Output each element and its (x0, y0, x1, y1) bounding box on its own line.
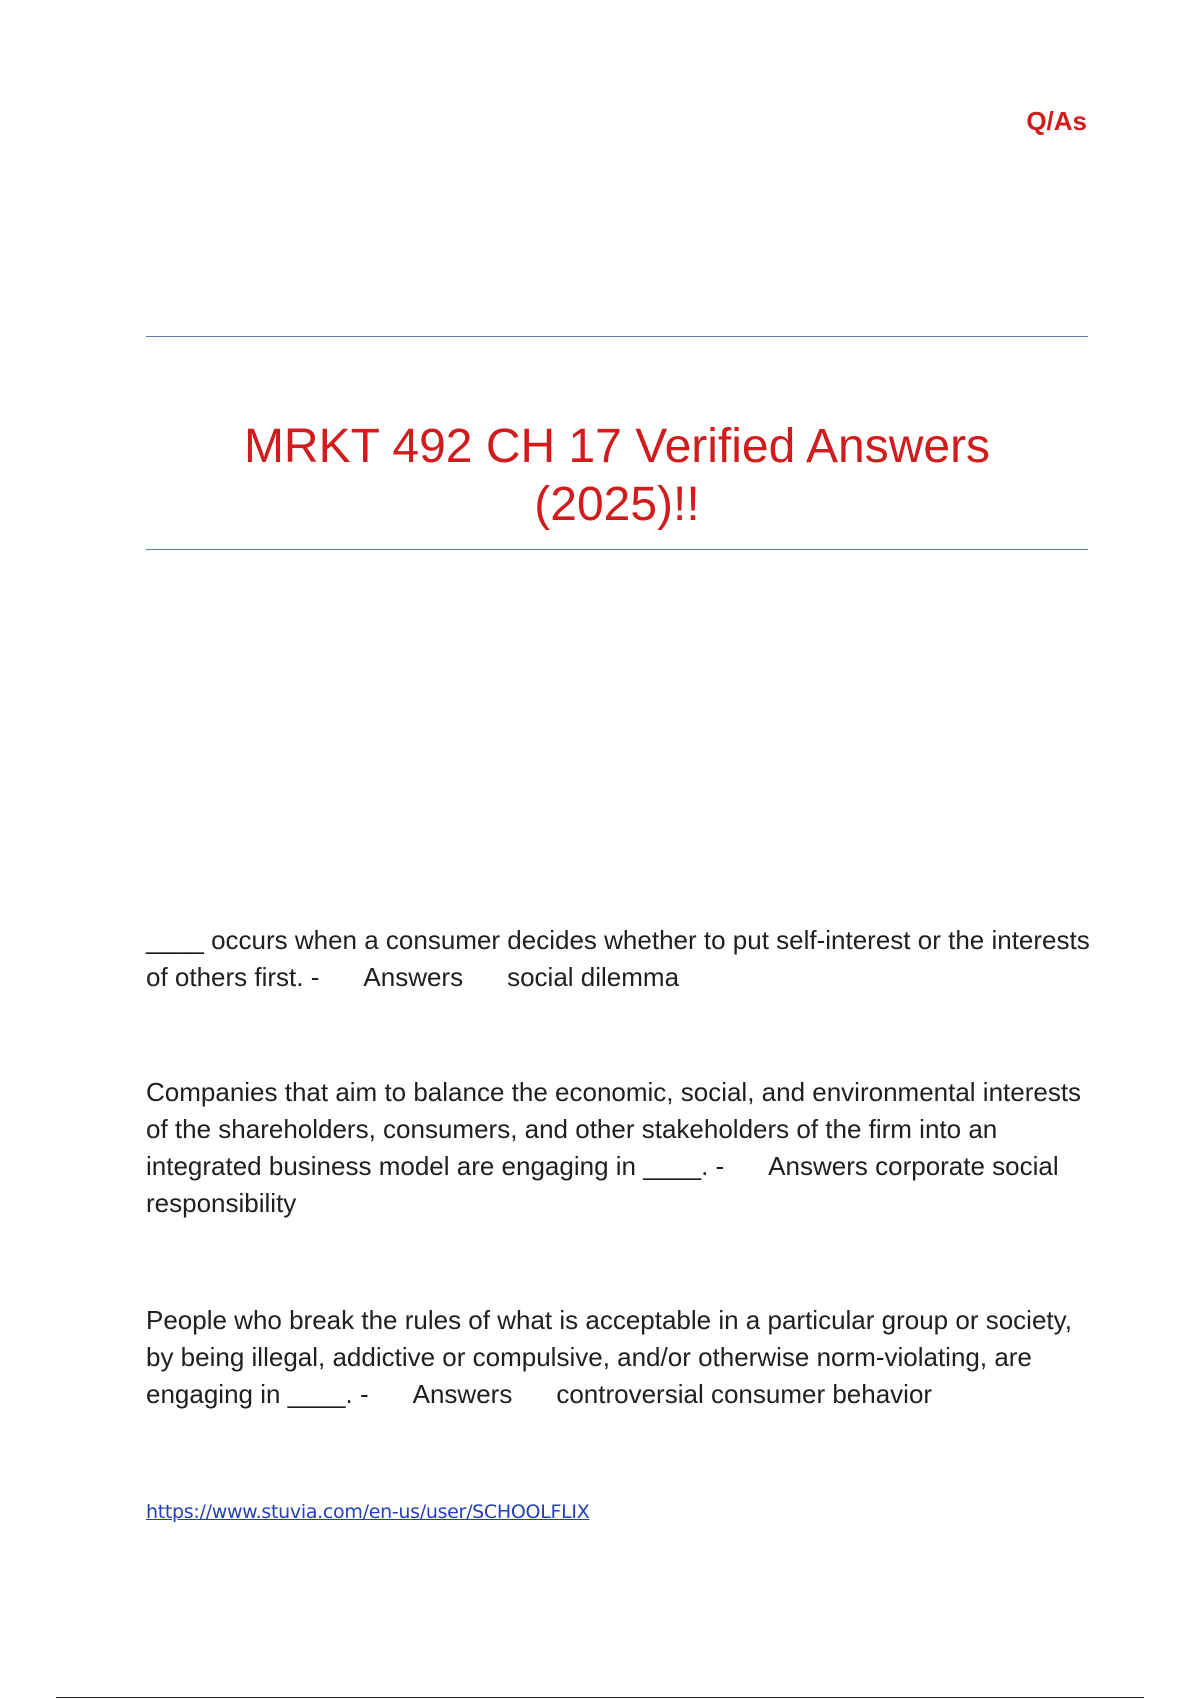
header-tag: Q/As (1026, 106, 1087, 136)
document-title (146, 418, 1088, 534)
qa-answer-label: Answers (412, 1379, 513, 1409)
title-rule-bottom (146, 549, 1088, 550)
qa-item (146, 1302, 1090, 1413)
qa-question: People who break the rules of what is acceptable in a particular group or society, by being illegal, addictive or compulsive, and/or otherwise norm-violating, are engaging in ____. - (146, 1305, 1072, 1409)
title-rule-top (146, 336, 1088, 337)
qa-question: Companies that aim to balance the economic, social, and environmental interests of the shareholders, consumers, and other stakeholders of the firm into an integrated business model are engaging in ____. - (146, 1077, 1082, 1181)
qa-answer-label: Answers (768, 1151, 868, 1181)
qa-answer: controversial consumer behavior (556, 1379, 933, 1409)
qa-answer: social dilemma (507, 962, 680, 992)
title-line-2: (2025)!! (534, 478, 700, 531)
qa-item (146, 922, 1090, 996)
qa-answer: corporate social responsibility (146, 1151, 1059, 1218)
qa-answer-label: Answers (363, 962, 464, 992)
footer-rule (56, 1697, 1144, 1698)
qa-question: ____ occurs when a consumer decides whether to put self-interest or the interests of others first. - (146, 925, 1090, 992)
qa-item (146, 1074, 1090, 1222)
profile-link[interactable]: https://www.stuvia.com/en-us/user/SCHOOLFLIX (146, 1501, 590, 1523)
title-line-1: MRKT 492 CH 17 Verified Answers (243, 420, 991, 473)
